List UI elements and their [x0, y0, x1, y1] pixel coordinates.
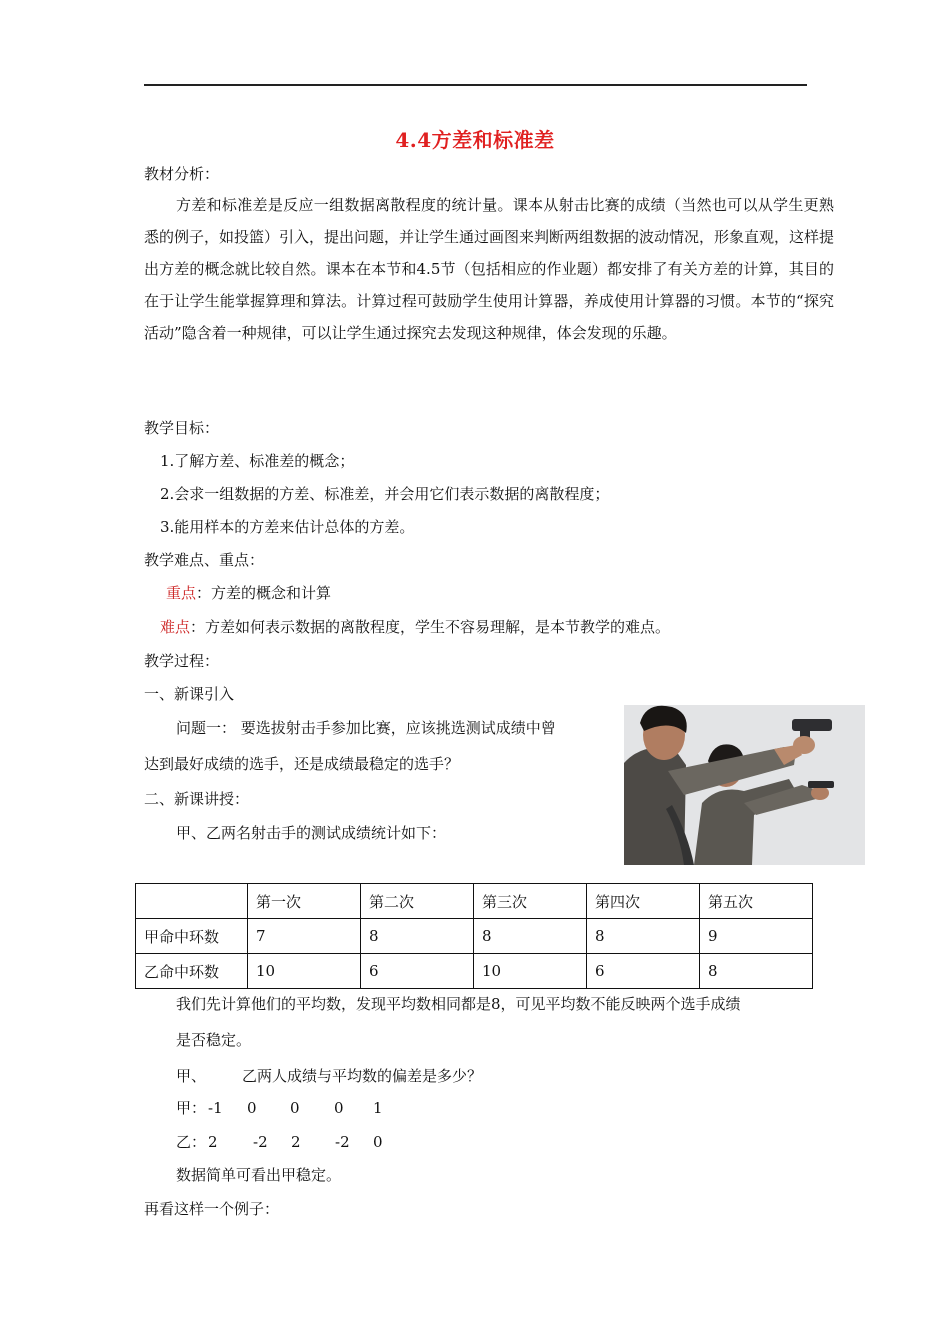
conclusion-line: 数据简单可看出甲稳定。	[176, 1166, 342, 1184]
jia-value: 0	[334, 1099, 344, 1117]
mean-line-1: 我们先计算他们的平均数，发现平均数相同都是8，可见平均数不能反映两个选手成绩	[176, 995, 741, 1013]
focus-label: 重点	[166, 584, 197, 602]
yi-value: -2	[253, 1133, 268, 1151]
table-cell: 8	[700, 954, 813, 989]
table-header-cell: 第二次	[361, 884, 474, 919]
mean-line-2: 是否稳定。	[176, 1031, 252, 1049]
deviation-question-b: 乙两人成绩与平均数的偏差是多少？	[242, 1067, 483, 1085]
table-cell: 10	[248, 954, 361, 989]
jia-value: 0	[290, 1099, 300, 1117]
difficulty-label: 难点	[160, 618, 191, 636]
process-heading: 教学过程：	[144, 652, 220, 670]
shooters-photo	[624, 705, 865, 865]
jia-deviation-row	[176, 1098, 383, 1118]
table-cell: 7	[248, 919, 361, 954]
row-label-cell: 乙命中环数	[136, 954, 248, 989]
table-header-cell: 第四次	[587, 884, 700, 919]
analysis-heading: 教材分析：	[144, 165, 220, 183]
table-cell: 6	[587, 954, 700, 989]
objective-item: 3.能用样本的方差来估计总体的方差。	[160, 518, 415, 536]
deviation-question-a: 甲、	[176, 1067, 207, 1085]
jia-value: 0	[247, 1099, 257, 1117]
header-rule	[144, 84, 807, 86]
table-cell: 8	[587, 919, 700, 954]
section-teaching-heading: 二、新课讲授：	[144, 790, 250, 808]
question-line-2: 达到最好成绩的选手，还是成绩最稳定的选手？	[144, 755, 460, 773]
focus-text: ：方差的概念和计算	[196, 584, 332, 602]
difficulty-text: ：方差如何表示数据的离散程度，学生不容易理解，是本节教学的难点。	[190, 618, 671, 636]
focus-line	[166, 583, 331, 603]
yi-label: 乙：	[176, 1133, 207, 1151]
table-cell: 8	[474, 919, 587, 954]
yi-value: 2	[208, 1133, 218, 1151]
table-cell: 9	[700, 919, 813, 954]
section-intro-heading: 一、新课引入	[144, 685, 235, 703]
table-row	[136, 954, 813, 989]
table-intro: 甲、乙两名射击手的测试成绩统计如下：	[176, 824, 447, 842]
objectives-heading: 教学目标：	[144, 419, 220, 437]
table-cell: 6	[361, 954, 474, 989]
table-header-cell: 第五次	[700, 884, 813, 919]
analysis-paragraph: 方差和标准差是反应一组数据离散程度的统计量。课本从射击比赛的成绩（当然也可以从学生更熟悉的例子，如投篮）引入，提出问题，并让学生通过画图来判断两组数据的波动情况，形象直观，这样提出方差的概念就比较自然。课本在本节和4.5节（包括相应的作业题）都安排了有关方差的计算，其目的在于让学生能掌握算理和算法。计算过程可鼓励学生使用计算器，养成使用计算器的习惯。本节的“探究活动”隐含着一种规律，可以让学生通过探究去发现这种规律，体会发现的乐趣。	[144, 196, 835, 342]
next-example-line: 再看这样一个例子：	[144, 1200, 280, 1218]
page-title: 4.4方差和标准差	[395, 128, 555, 152]
yi-value: -2	[335, 1133, 350, 1151]
table-row	[136, 919, 813, 954]
table-header-row	[136, 884, 813, 919]
table-cell	[136, 884, 248, 919]
jia-value: 1	[373, 1099, 383, 1117]
shooters-illustration	[624, 705, 865, 865]
score-table	[135, 883, 813, 989]
deviation-question	[176, 1066, 482, 1086]
yi-value: 0	[373, 1133, 383, 1151]
table-cell: 8	[361, 919, 474, 954]
jia-label: 甲：	[176, 1099, 207, 1117]
table-cell: 10	[474, 954, 587, 989]
yi-deviation-row	[176, 1132, 383, 1152]
yi-value: 2	[291, 1133, 301, 1151]
question-line-1: 问题一： 要选拔射击手参加比赛，应该挑选测试成绩中曾	[176, 719, 556, 737]
keypoints-heading: 教学难点、重点：	[144, 551, 265, 569]
table-header-cell: 第三次	[474, 884, 587, 919]
objective-item: 1.了解方差、标准差的概念；	[160, 452, 355, 470]
table-header-cell: 第一次	[248, 884, 361, 919]
row-label-cell: 甲命中环数	[136, 919, 248, 954]
difficulty-line	[160, 617, 670, 637]
jia-value: -1	[208, 1099, 223, 1117]
objective-item: 2.会求一组数据的方差、标准差，并会用它们表示数据的离散程度；	[160, 485, 610, 503]
